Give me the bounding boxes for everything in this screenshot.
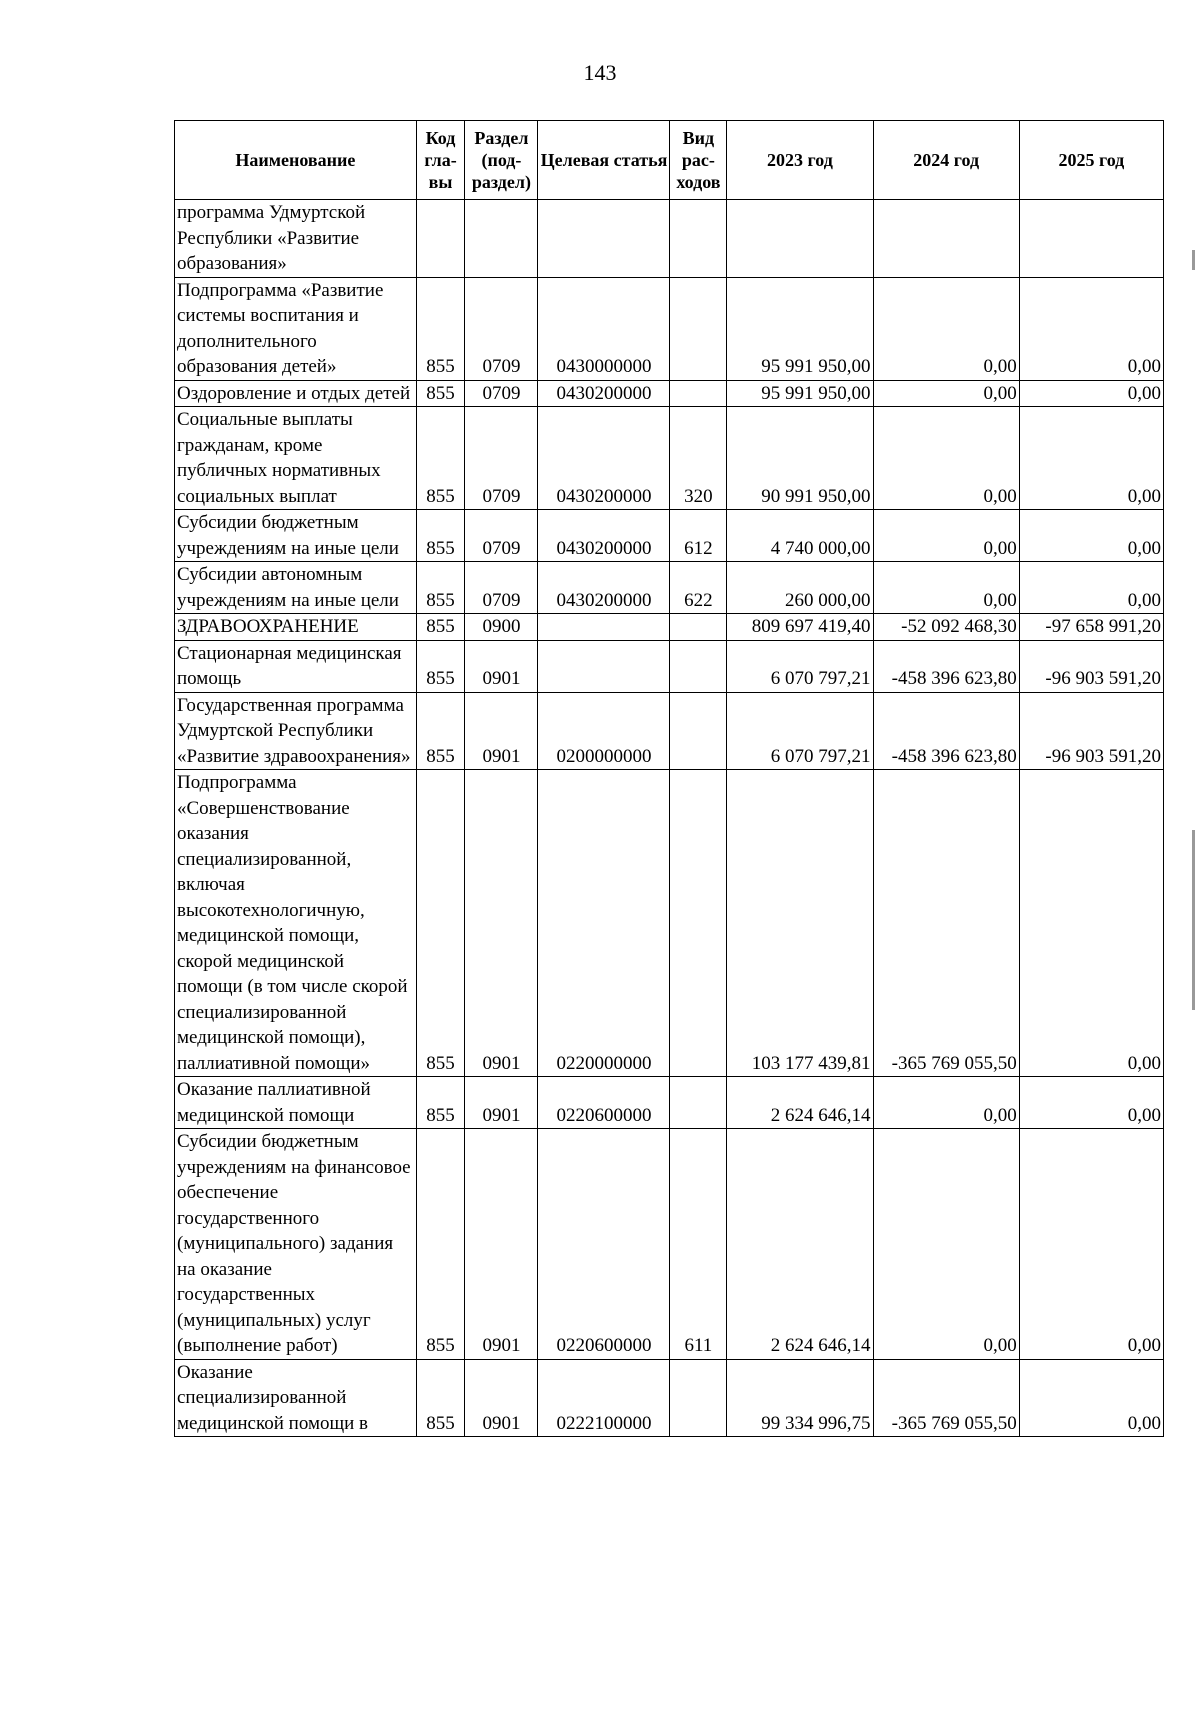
row-tselevaya: 0220600000	[538, 1129, 670, 1360]
header-name: Наименование	[175, 121, 417, 200]
row-name: Субсидии бюджетным учреждениям на финансовое обеспечение государственного (муниципального) задания на оказание государственных (муниципальных) услуг (выполнение работ)	[175, 1129, 417, 1360]
header-2023: 2023 год	[727, 121, 873, 200]
row-kod: 855	[416, 562, 465, 614]
header-kod-glavy: Код гла-вы	[416, 121, 465, 200]
table-row	[175, 640, 1164, 692]
row-name: Стационарная медицинская помощь	[175, 640, 417, 692]
row-2025: 0,00	[1019, 1359, 1163, 1437]
row-2024: 0,00	[873, 562, 1019, 614]
row-2025: 0,00	[1019, 770, 1163, 1077]
row-vid: 320	[670, 407, 727, 510]
row-2023	[727, 200, 873, 278]
row-name: Оздоровление и отдых детей	[175, 380, 417, 407]
table-row	[175, 407, 1164, 510]
row-name: Субсидии автономным учреждениям на иные цели	[175, 562, 417, 614]
row-2025: 0,00	[1019, 562, 1163, 614]
row-razdel: 0901	[465, 770, 538, 1077]
row-vid: 622	[670, 562, 727, 614]
row-vid: 612	[670, 510, 727, 562]
row-2024: -458 396 623,80	[873, 692, 1019, 770]
row-2024: 0,00	[873, 1077, 1019, 1129]
row-2024	[873, 200, 1019, 278]
row-kod: 855	[416, 1129, 465, 1360]
row-vid	[670, 770, 727, 1077]
budget-table	[174, 120, 1164, 1437]
row-2023: 99 334 996,75	[727, 1359, 873, 1437]
page-number: 143	[583, 60, 617, 85]
row-2023: 6 070 797,21	[727, 692, 873, 770]
row-vid	[670, 380, 727, 407]
table-row	[175, 770, 1164, 1077]
row-2025: 0,00	[1019, 1077, 1163, 1129]
row-tselevaya: 0220000000	[538, 770, 670, 1077]
row-kod: 855	[416, 277, 465, 380]
row-kod: 855	[416, 380, 465, 407]
row-vid	[670, 200, 727, 278]
row-2023: 4 740 000,00	[727, 510, 873, 562]
row-tselevaya: 0430200000	[538, 562, 670, 614]
row-vid: 611	[670, 1129, 727, 1360]
row-2024: 0,00	[873, 1129, 1019, 1360]
row-2025: 0,00	[1019, 407, 1163, 510]
row-tselevaya: 0220600000	[538, 1077, 670, 1129]
row-kod: 855	[416, 510, 465, 562]
row-2024: -52 092 468,30	[873, 614, 1019, 641]
table-row	[175, 692, 1164, 770]
row-name: Оказание специализированной медицинской помощи в	[175, 1359, 417, 1437]
row-vid	[670, 1077, 727, 1129]
header-2025: 2025 год	[1019, 121, 1163, 200]
row-vid	[670, 277, 727, 380]
row-2024: 0,00	[873, 380, 1019, 407]
row-razdel: 0709	[465, 407, 538, 510]
row-2025: -96 903 591,20	[1019, 640, 1163, 692]
table-row	[175, 200, 1164, 278]
row-vid	[670, 1359, 727, 1437]
row-2025	[1019, 200, 1163, 278]
table-row	[175, 614, 1164, 641]
row-2025: 0,00	[1019, 510, 1163, 562]
row-2023: 90 991 950,00	[727, 407, 873, 510]
row-name: ЗДРАВООХРАНЕНИЕ	[175, 614, 417, 641]
row-vid	[670, 640, 727, 692]
row-2024: 0,00	[873, 277, 1019, 380]
row-name: программа Удмуртской Республики «Развитие образования»	[175, 200, 417, 278]
table-row	[175, 510, 1164, 562]
row-kod: 855	[416, 692, 465, 770]
row-name: Оказание паллиативной медицинской помощи	[175, 1077, 417, 1129]
row-razdel: 0709	[465, 510, 538, 562]
row-tselevaya: 0200000000	[538, 692, 670, 770]
row-razdel: 0901	[465, 1129, 538, 1360]
row-razdel: 0901	[465, 1359, 538, 1437]
row-2025: 0,00	[1019, 1129, 1163, 1360]
row-2024: -365 769 055,50	[873, 770, 1019, 1077]
row-tselevaya	[538, 640, 670, 692]
row-2023: 260 000,00	[727, 562, 873, 614]
row-2024: 0,00	[873, 510, 1019, 562]
row-kod: 855	[416, 770, 465, 1077]
table-row	[175, 562, 1164, 614]
header-vid-raskhodov: Вид рас-ходов	[670, 121, 727, 200]
row-razdel: 0709	[465, 380, 538, 407]
row-name: Подпрограмма «Совершенствование оказания специализированной, включая высокотехнологичную, медицинской помощи, скорой медицинской помощи (в том числе скорой специализированной медицинской помощи), паллиативной помощи»	[175, 770, 417, 1077]
row-name: Подпрограмма «Развитие системы воспитания и дополнительного образования детей»	[175, 277, 417, 380]
row-tselevaya: 0430200000	[538, 380, 670, 407]
row-2023: 2 624 646,14	[727, 1129, 873, 1360]
row-razdel: 0901	[465, 692, 538, 770]
row-2023: 103 177 439,81	[727, 770, 873, 1077]
row-razdel: 0709	[465, 562, 538, 614]
table-row	[175, 277, 1164, 380]
row-2025: 0,00	[1019, 380, 1163, 407]
header-tselevaya-statya: Целевая статья	[538, 121, 670, 200]
row-kod: 855	[416, 640, 465, 692]
table-header-row	[175, 121, 1164, 200]
row-2025: -97 658 991,20	[1019, 614, 1163, 641]
row-razdel: 0900	[465, 614, 538, 641]
row-tselevaya: 0222100000	[538, 1359, 670, 1437]
scan-edge-mark	[1192, 250, 1195, 270]
table-row	[175, 380, 1164, 407]
row-name: Государственная программа Удмуртской Республики «Развитие здравоохранения»	[175, 692, 417, 770]
header-razdel: Раздел (под-раздел)	[465, 121, 538, 200]
row-tselevaya	[538, 614, 670, 641]
row-2024: 0,00	[873, 407, 1019, 510]
row-2023: 6 070 797,21	[727, 640, 873, 692]
row-razdel: 0901	[465, 1077, 538, 1129]
row-kod	[416, 200, 465, 278]
row-2023: 809 697 419,40	[727, 614, 873, 641]
row-name: Субсидии бюджетным учреждениям на иные цели	[175, 510, 417, 562]
row-2024: -365 769 055,50	[873, 1359, 1019, 1437]
table-row	[175, 1077, 1164, 1129]
row-vid	[670, 614, 727, 641]
row-vid	[670, 692, 727, 770]
row-2023: 95 991 950,00	[727, 380, 873, 407]
row-razdel: 0709	[465, 277, 538, 380]
row-razdel	[465, 200, 538, 278]
row-2023: 2 624 646,14	[727, 1077, 873, 1129]
scan-edge-mark	[1192, 830, 1195, 1010]
row-kod: 855	[416, 1077, 465, 1129]
table-row	[175, 1129, 1164, 1360]
row-kod: 855	[416, 1359, 465, 1437]
row-tselevaya	[538, 200, 670, 278]
row-2025: 0,00	[1019, 277, 1163, 380]
header-2024: 2024 год	[873, 121, 1019, 200]
row-razdel: 0901	[465, 640, 538, 692]
row-2024: -458 396 623,80	[873, 640, 1019, 692]
row-name: Социальные выплаты гражданам, кроме публичных нормативных социальных выплат	[175, 407, 417, 510]
row-2025: -96 903 591,20	[1019, 692, 1163, 770]
row-kod: 855	[416, 614, 465, 641]
row-tselevaya: 0430200000	[538, 510, 670, 562]
row-kod: 855	[416, 407, 465, 510]
row-tselevaya: 0430200000	[538, 407, 670, 510]
row-2023: 95 991 950,00	[727, 277, 873, 380]
table-row	[175, 1359, 1164, 1437]
row-tselevaya: 0430000000	[538, 277, 670, 380]
